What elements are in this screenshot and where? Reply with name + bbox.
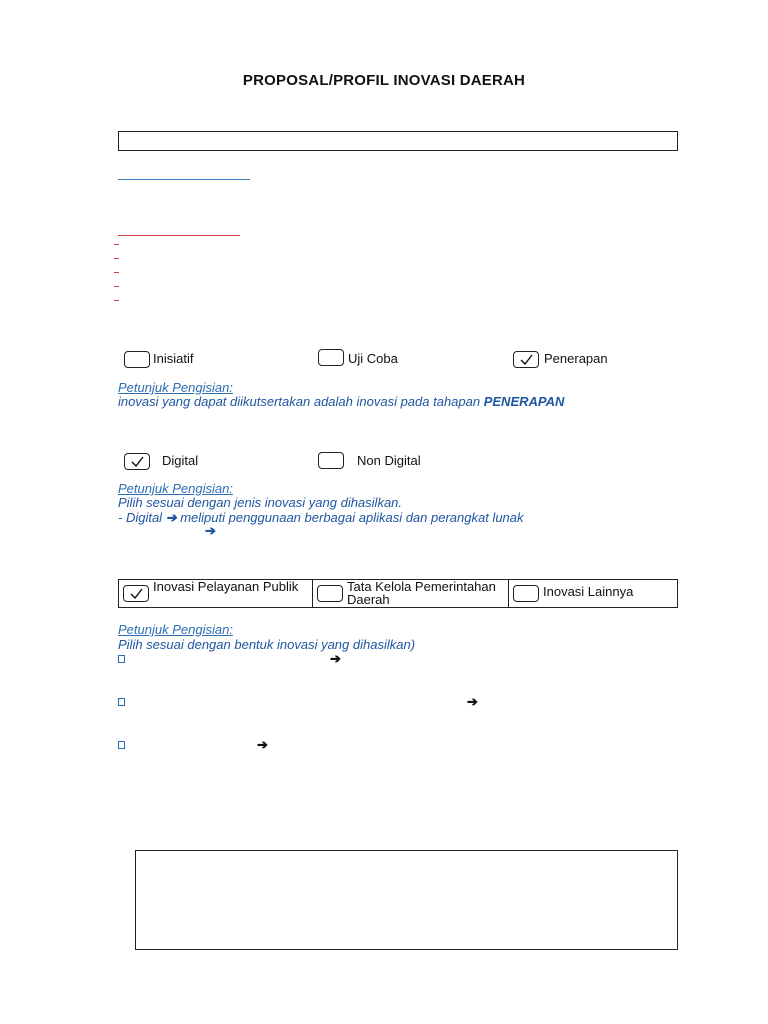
- form-cell-tata-kelola[interactable]: [313, 580, 509, 607]
- document-title: PROPOSAL/PROFIL INOVASI DAERAH: [242, 72, 526, 89]
- checkbox-inisiatif[interactable]: [124, 351, 150, 368]
- hint-heading: Petunjuk Pengisian:: [118, 481, 233, 496]
- red-dash-marker: [114, 272, 119, 273]
- hint-emphasis: PENERAPAN: [483, 394, 565, 409]
- arrow-right-icon: ➔: [467, 694, 478, 709]
- red-underline: [118, 235, 240, 236]
- red-dash-marker: [114, 258, 119, 259]
- bullet-box-icon: [118, 698, 125, 706]
- checkbox-uji-coba[interactable]: [318, 349, 344, 366]
- blue-underline: [118, 179, 250, 180]
- arrow-right-icon: ➔: [330, 651, 341, 666]
- form-cell-pelayanan[interactable]: [119, 580, 313, 607]
- arrow-right-icon: ➔: [165, 510, 177, 525]
- hint-text: [118, 394, 564, 409]
- red-dash-marker: [114, 286, 119, 287]
- bullet-box-icon: [118, 655, 125, 663]
- arrow-right-icon: ➔: [205, 523, 216, 538]
- red-dash-marker: [114, 244, 119, 245]
- option-label-digital: Digital: [162, 453, 199, 468]
- hint-heading: Petunjuk Pengisian:: [118, 380, 233, 395]
- checkbox-penerapan[interactable]: [513, 351, 539, 368]
- check-icon: [520, 354, 533, 365]
- innovation-form-table: [118, 579, 678, 608]
- description-text-box[interactable]: [135, 850, 678, 950]
- option-label-penerapan: Penerapan: [544, 351, 608, 366]
- option-label-uji-coba: Uji Coba: [348, 351, 398, 366]
- checkbox-non-digital[interactable]: [318, 452, 344, 469]
- check-icon: [131, 456, 144, 467]
- option-label-pelayanan-publik: Inovasi Pelayanan Publik: [153, 579, 299, 594]
- option-label-tata-kelola: Tata Kelola Pemerintahan Daerah: [347, 579, 496, 607]
- checkbox-tata-kelola[interactable]: [317, 585, 343, 602]
- hint-line: Pilih sesuai dengan bentuk inovasi yang dihasilkan): [118, 637, 416, 652]
- checkbox-pelayanan-publik[interactable]: [123, 585, 149, 602]
- hint-line-prefix: - Digital: [118, 510, 166, 525]
- arrow-right-icon: ➔: [257, 737, 268, 752]
- form-cell-lainnya[interactable]: [509, 580, 677, 607]
- option-label-inovasi-lainnya: Inovasi Lainnya: [543, 584, 634, 599]
- hint-line: Pilih sesuai dengan jenis inovasi yang dihasilkan.: [118, 495, 403, 510]
- hint-text-body: inovasi yang dapat diikutsertakan adalah inovasi pada tahapan: [118, 394, 484, 409]
- hint-line: [118, 510, 524, 526]
- bullet-box-icon: [118, 741, 125, 749]
- hint-line-suffix: meliputi penggunaan berbagai aplikasi dan perangkat lunak: [176, 510, 524, 525]
- innovation-name-field[interactable]: [118, 131, 678, 151]
- checkbox-digital[interactable]: [124, 453, 150, 470]
- option-label-non-digital: Non Digital: [357, 453, 421, 468]
- red-dash-marker: [114, 300, 119, 301]
- hint-heading: Petunjuk Pengisian:: [118, 622, 233, 637]
- check-icon: [130, 588, 143, 599]
- checkbox-inovasi-lainnya[interactable]: [513, 585, 539, 602]
- option-label-inisiatif: Inisiatif: [153, 351, 194, 366]
